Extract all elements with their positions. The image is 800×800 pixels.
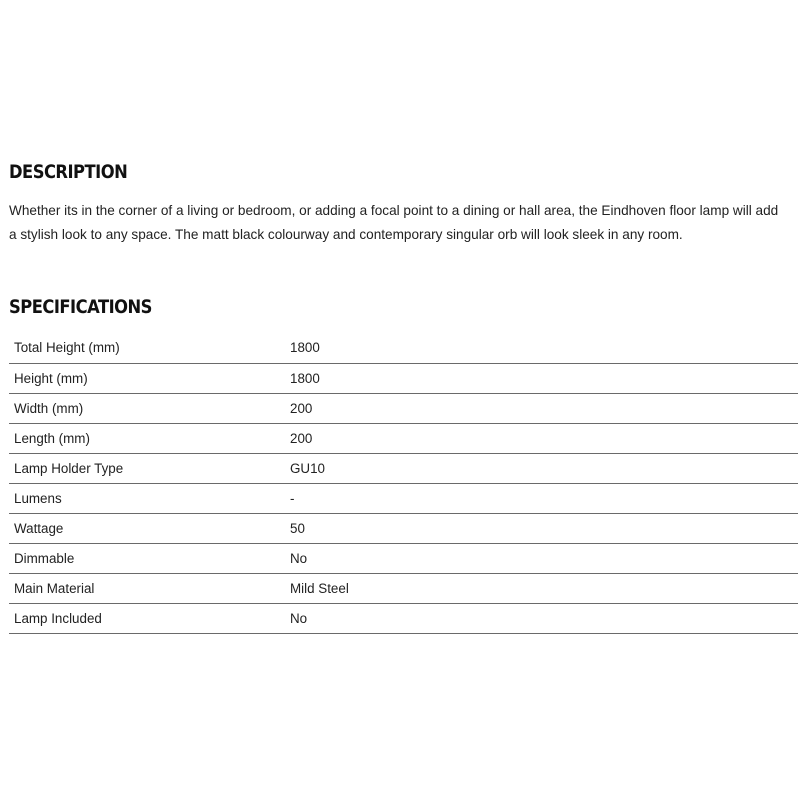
spec-value: No [285,543,798,573]
spec-row [9,543,798,573]
spec-row [9,423,798,453]
spec-value: Mild Steel [285,573,798,603]
description-line: a stylish look to any space. The matt black colourway and contemporary singular orb will look sleek in any room. [9,227,683,242]
spec-value: 1800 [285,333,798,363]
specifications-heading: SPECIFICATIONS [9,296,152,318]
spec-label: Main Material [9,573,285,603]
spec-label: Lamp Included [9,603,285,633]
description-line: Whether its in the corner of a living or bedroom, or adding a focal point to a dining or hall area, the Eindhoven floor lamp will add [9,203,779,218]
spec-value: 50 [285,513,798,543]
spec-label: Wattage [9,513,285,543]
spec-value: GU10 [285,453,798,483]
description-heading: DESCRIPTION [9,161,128,183]
spec-value: No [285,603,798,633]
spec-label: Height (mm) [9,363,285,393]
specifications-table [9,333,798,634]
spec-row [9,393,798,423]
description-text [9,199,799,247]
spec-label: Lamp Holder Type [9,453,285,483]
spec-row [9,603,798,633]
spec-label: Dimmable [9,543,285,573]
spec-row [9,363,798,393]
spec-value: 200 [285,423,798,453]
spec-label: Total Height (mm) [9,333,285,363]
spec-row [9,453,798,483]
spec-label: Lumens [9,483,285,513]
spec-value: 1800 [285,363,798,393]
spec-value: - [285,483,798,513]
spec-row [9,483,798,513]
spec-label: Width (mm) [9,393,285,423]
spec-row [9,573,798,603]
spec-row [9,513,798,543]
spec-label: Length (mm) [9,423,285,453]
spec-row [9,333,798,363]
spec-value: 200 [285,393,798,423]
